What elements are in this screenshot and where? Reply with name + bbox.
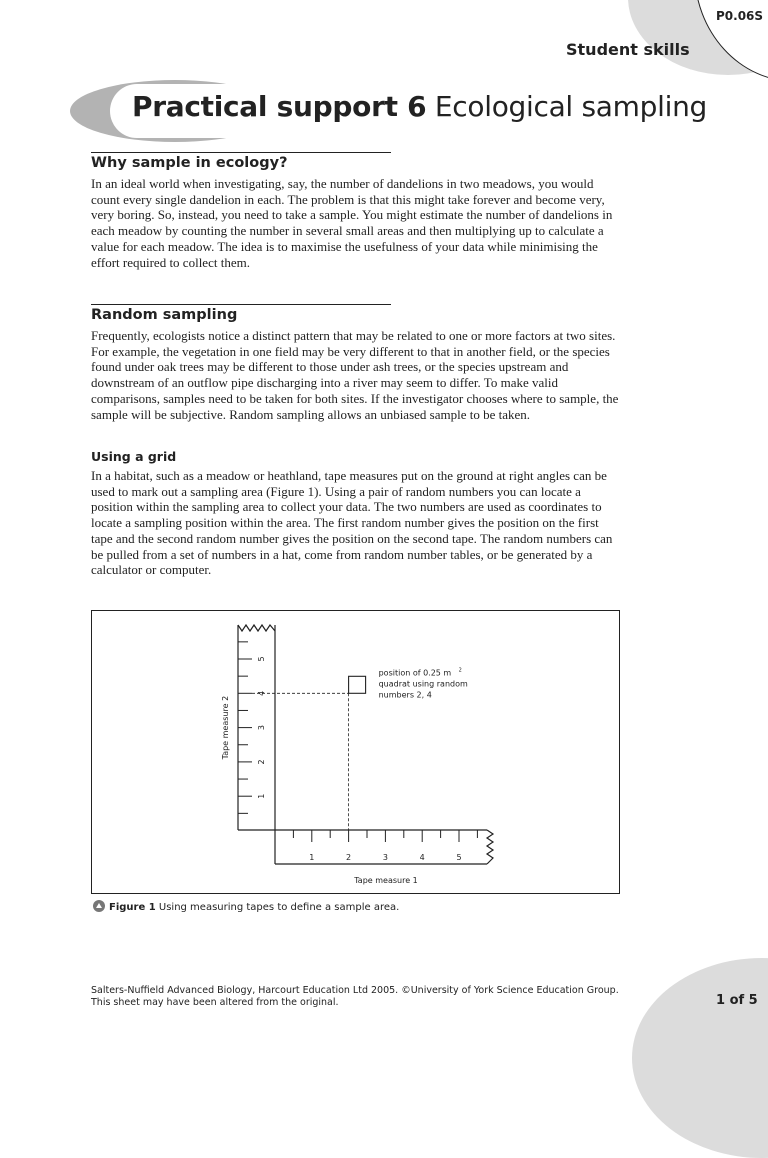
- quadrat-square: [349, 676, 366, 693]
- y-axis-label: Tape measure 2: [221, 695, 230, 760]
- figure-caption: [93, 900, 399, 913]
- paragraph-using-grid: In a habitat, such as a meadow or heathland, tape measures put on the ground at right angles can be used to mark out a sampling area (Figure 1). Using a pair of random numbers you can locate a position within the sampling area to collect your data. The two numbers are used as coordinates to locate a sampling position within the area. The first random number gives the position on the first tape and the second random number gives the position on the second tape. The random numbers can be pulled from a set of numbers in a hat, come from random number tables, or be generated by a calculator or computer.: [91, 468, 613, 578]
- page-number: 1 of 5: [716, 993, 758, 1008]
- tape-2-zigzag: [238, 625, 275, 631]
- footer-decoration: [632, 958, 768, 1158]
- y-tick-label: 4: [257, 690, 266, 696]
- y-tick-label: 1: [257, 793, 266, 799]
- x-tick-label: 3: [382, 853, 388, 862]
- figure-icon: [93, 900, 105, 912]
- x-tick-label: 2: [346, 853, 352, 862]
- figure-caption-label: Figure 1: [109, 902, 156, 913]
- heading-using-grid: Using a grid: [91, 449, 177, 464]
- quadrat-annotation-line-1: position of 0.25 m: [378, 668, 452, 678]
- heading-random-sampling: Random sampling: [91, 304, 391, 323]
- tape-grid-diagram: [92, 611, 621, 895]
- figure-1: [91, 610, 620, 894]
- page-title: [132, 90, 707, 123]
- y-tick-label: 2: [257, 759, 266, 765]
- figure-caption-text: Using measuring tapes to define a sample area.: [155, 902, 400, 913]
- tape-1-zigzag: [487, 830, 493, 864]
- x-tick-label: 1: [309, 853, 315, 862]
- x-axis-label: Tape measure 1: [354, 876, 418, 885]
- x-tick-label: 4: [419, 853, 425, 862]
- page-title-bold: Practical support 6: [132, 90, 427, 123]
- quadrat-annotation-line-3: numbers 2, 4: [378, 690, 432, 700]
- footer-copyright: Salters-Nuffield Advanced Biology, Harcourt Education Ltd 2005. ©University of York Science Education Group.: [91, 985, 619, 996]
- footer-notice: This sheet may have been altered from the original.: [91, 997, 339, 1008]
- page-title-rest: Ecological sampling: [426, 90, 707, 123]
- quadrat-annotation-superscript: 2: [458, 667, 462, 674]
- paragraph-random-sampling: Frequently, ecologists notice a distinct pattern that may be related to one or more factors at two sites. For example, the vegetation in one field may be very different to that in another field, or the species found under oak trees may be different to those under ash trees, or the species upstream and downstream of an outflow pipe discharging into a river may seem to differ. To make valid comparisons, samples need to be taken for both sites. If the investigator chooses where to sample, the sample will be subjective. Random sampling allows an unbiased sample to be taken.: [91, 328, 619, 422]
- y-tick-label: 5: [257, 656, 266, 662]
- heading-why-sample: Why sample in ecology?: [91, 152, 391, 171]
- footer: [91, 985, 619, 1009]
- sheet-code: P0.06S: [716, 9, 764, 23]
- section-label: Student skills: [566, 40, 690, 59]
- y-tick-label: 3: [257, 725, 266, 731]
- paragraph-why-sample: In an ideal world when investigating, say, the number of dandelions in two meadows, you would count every single dandelion in each. The problem is that this might take forever and become very, very boring. So, instead, you need to take a sample. You might estimate the number of dandelions in each meadow by counting the number in several small areas and then multiplying up to calculate a value for each meadow. The idea is to maximise the usefulness of your data while minimising the effort required to collect them.: [91, 176, 613, 270]
- quadrat-annotation-line-2: quadrat using random: [378, 679, 468, 689]
- x-tick-label: 5: [456, 853, 462, 862]
